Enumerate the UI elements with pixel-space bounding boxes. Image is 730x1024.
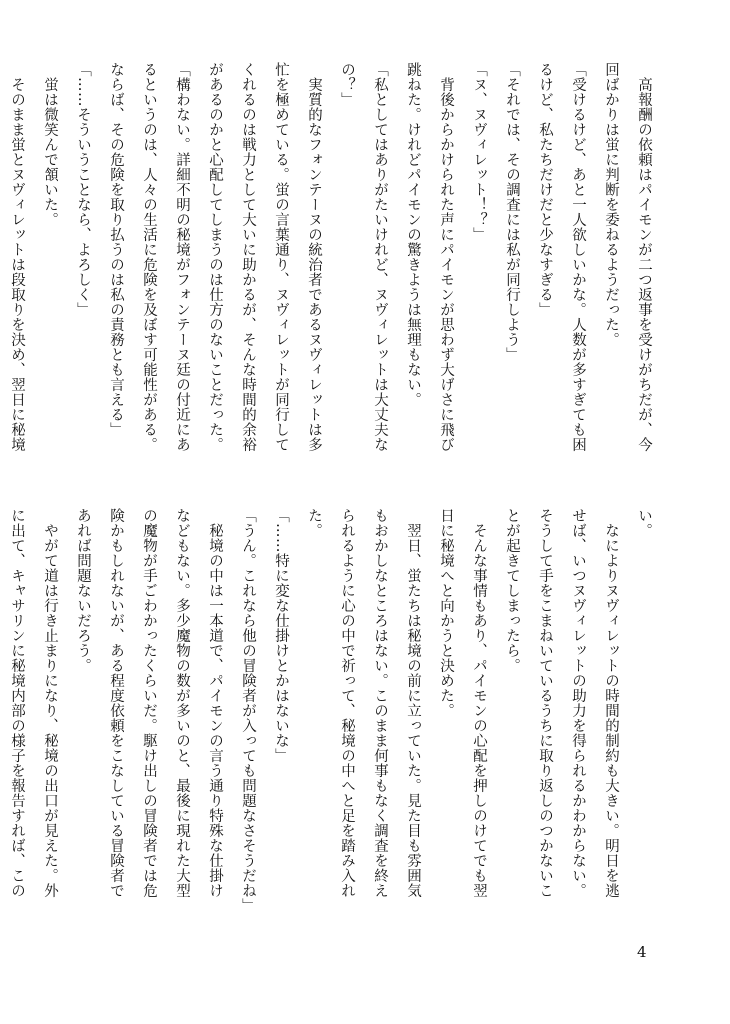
paragraph: い。 [636,508,652,538]
paragraph: 「ヌ、ヌヴィレット！？」 [471,62,487,242]
paragraph: 「私としてはありがたいけれど、ヌヴィレットは大丈夫なの？」 [339,62,388,452]
paragraph: 「受けるけど、あと一人欲しいかな。人数が多すぎても困るけど、私たちだけだと少なすぎる」 [537,62,586,452]
paragraph: 「構わない。詳細不明の秘境がフォンテーヌ廷の付近にあるというのは、人々の生活に危険を及ぼす可能性がある。ならば、その危険を取り払うのは私の責務とも言える」 [108,62,190,452]
paragraph: 「うん。これなら他の冒険者が入っても問題なさそうだね」 [240,508,256,913]
paragraph: 秘境の中は一本道で、パイモンの言う通り特殊な仕掛けなどもない。多少魔物の数が多いのと、最後に現れた大型の魔物が手ごわかったくらいだ。駆け出しの冒険者では危険かもしれないが、ある程度依頼をこなしている冒険者であれば問題ないだろう。 [75,508,223,898]
paragraph: 高報酬の依頼はパイモンが二つ返事を受けがちだが、今回ばかりは蛍に判断を委ねるようだった。 [603,62,652,452]
paragraph: なによりヌヴィレットの時間的制約も大きい。明日を逃せば、いつヌヴィレットの助力を得られるかわからない。そうして手をこまねいているうちに取り返しのつかないことが起きてしまったら。 [504,508,619,898]
paragraph: 「……特に変な仕掛けとかはないな」 [273,508,289,763]
paragraph: そんな事情もあり、パイモンの心配を押しのけてでも翌日に秘境へと向かうと決めた。 [438,508,487,898]
page-number: 4 [637,943,647,961]
paragraph: 「……そういうことなら、よろしく」 [75,62,91,317]
paragraph: 「それでは、その調査には私が同行しよう」 [504,62,520,362]
paragraph: やがて道は行き止まりになり、秘境の出口が見えた。外に出て、キャサリンに秘境内部の様子を報告すれば、この [9,508,58,898]
paragraph: 背後からかけられた声にパイモンが思わず大げさに飛び跳ねた。けれどパイモンの驚きようは無理もない。 [405,62,454,452]
paragraph: 蛍は微笑んで頷いた。 [42,62,58,227]
paragraph: 実質的なフォンテーヌの統治者であるヌヴィレットは多忙を極めている。蛍の言葉通り、ヌヴィレットが同行してくれるのは戦力として大いに助かるが、そんな時間的余裕があるのかと心配してしまうのは仕方のないことだった。 [207,62,322,452]
text-block-top [9,62,660,464]
paragraph: 翌日、蛍たちは秘境の前に立っていた。見た目も雰囲気もおかしなところはない。このまま何事もなく調査を終えられるように心の中で祈って、秘境の中へと足を踏み入れた。 [306,508,421,898]
text-block-bottom [9,508,660,913]
paragraph: そのまま蛍とヌヴィレットは段取りを決め、翌日に秘境 [9,77,25,452]
